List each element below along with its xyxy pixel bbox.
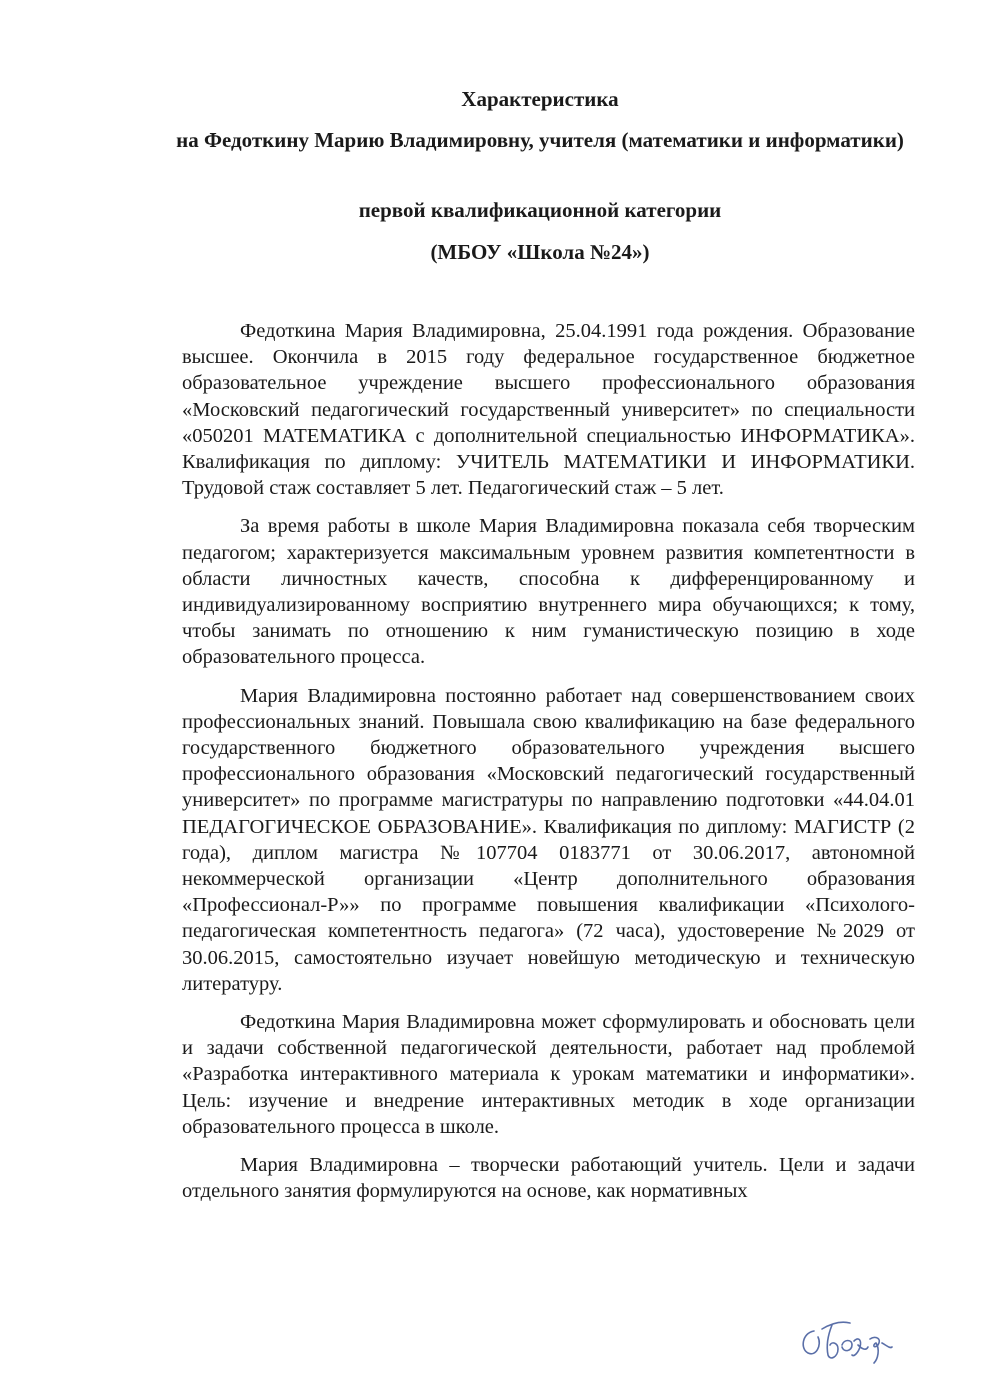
paragraph-professional-development: Мария Владимировна постоянно работает над совершенствованием своих профессиональных знаний. Повышала свою квалификацию на базе федерального государственного бюджетного образовательного учреждения высшего профессионального образования «Московский педагогический государственный университет» по программе магистратуры по направлению подготовки «44.04.01 ПЕДАГОГИЧЕСКОЕ ОБРАЗОВАНИЕ». Квалификация по диплому: МАГИСТР (2 года), диплом магистра №107704 0183771 от 30.06.2017, автономной некоммерческой организации «Центр дополнительного образования «Профессионал-Р»» по программе повышения квалификации «Психолого-педагогическая компетентность педагога» (72 часа), удостоверение №2029 от 30.06.2015, самостоятельно изучает новейшую методическую и техническую литературу. [182, 684, 915, 995]
handwritten-signature [792, 1305, 902, 1365]
paragraph-creative-teacher: Мария Владимировна – творчески работающий учитель. Цели и задачи отдельного занятия формулируются на основе, как нормативных [182, 1154, 915, 1203]
document-title: Характеристика [461, 87, 619, 111]
school-name: (МБОУ «Школа №24») [430, 240, 650, 264]
document-subtitle: на Федоткину Марию Владимировну, учителя (математики и информатики) [176, 128, 904, 152]
paragraph-pedagogical-goals: Федоткина Мария Владимировна может сформулировать и обосновать цели и задачи собственной педагогической деятельности, работает над проблемой «Разработка интерактивного материала к урокам математики и информатики». Цель: изучение и внедрение интерактивных методик в ходе организации образовательного процесса в школе. [182, 1011, 915, 1138]
paragraph-teaching-qualities: За время работы в школе Мария Владимировна показала себя творческим педагогом; характеризуется максимальным уровнем развития компетентности в области личностных качеств, способна к дифференцированному и индивидуализированному восприятию внутреннего мира обучающихся; к тому, чтобы занимать по отношению к ним гуманистическую позицию в ходе образовательного процесса. [182, 515, 915, 669]
document-body [182, 318, 915, 1205]
qualification-category: первой квалификационной категории [358, 198, 722, 222]
paragraph-biography: Федоткина Мария Владимировна, 25.04.1991 года рождения. Образование высшее. Окончила в 2015 году федеральное государственное бюджетное образовательное учреждение высшего профессионального образования «Московский педагогический государственный университет» по специальности «050201 МАТЕМАТИКА с дополнительной специальностью ИНФОРМАТИКА». Квалификация по диплому: УЧИТЕЛЬ МАТЕМАТИКИ И ИНФОРМАТИКИ. Трудовой стаж составляет 5 лет. Педагогический стаж – 5 лет. [182, 320, 915, 500]
